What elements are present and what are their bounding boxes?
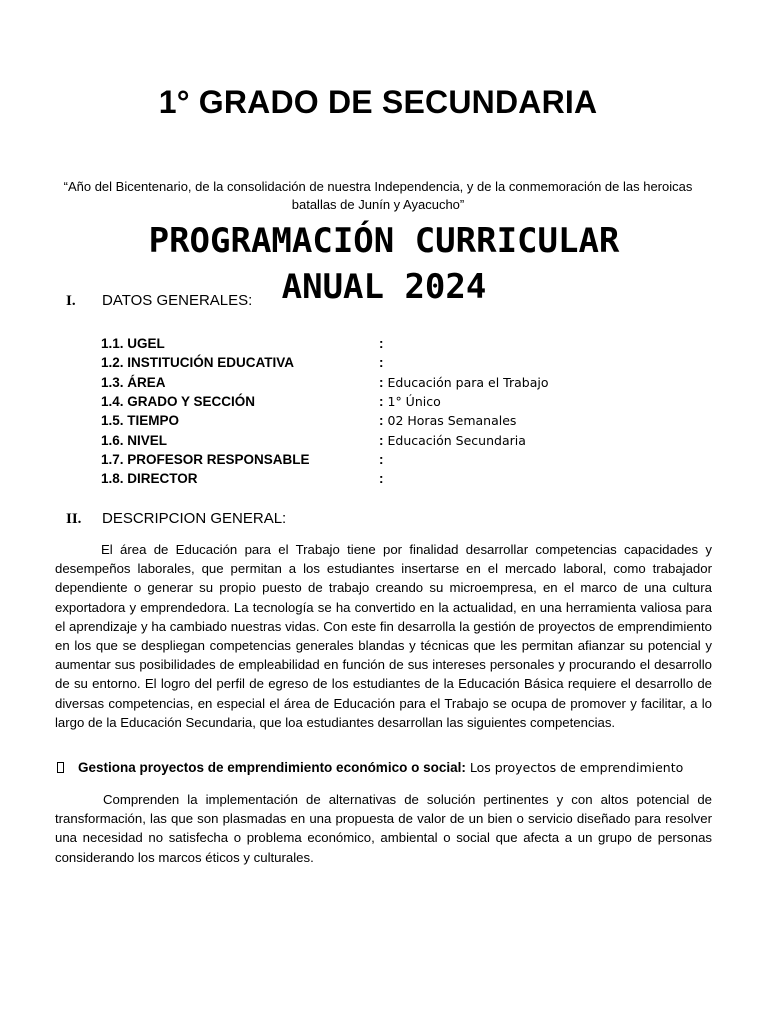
section-heading-text: DATOS GENERALES:: [102, 292, 253, 309]
year-motto: “Año del Bicentenario, de la consolidación de nuestra Independencia, y de la conmemoración de las heroicas batallas de Junín y Ayacucho”: [63, 179, 693, 212]
section-heading-text: DESCRIPCION GENERAL:: [102, 510, 287, 527]
data-row-ugel: [101, 334, 701, 353]
data-label: 1.8. DIRECTOR: [101, 471, 198, 487]
section-numeral: II.: [66, 511, 82, 527]
data-row-area: [101, 373, 701, 392]
data-label: 1.3. ÁREA: [101, 374, 166, 390]
data-row-profesor: [101, 450, 701, 469]
general-data-list: [101, 334, 701, 488]
bullet-box-icon: [57, 762, 64, 773]
data-colon: :: [379, 451, 384, 467]
competency-paragraph: Comprenden la implementación de alternativas de solución pertinentes y con altos potencial de transformación, las que son plasmadas en una propuesta de valor de un bien o servicio diseñado para resolver una necesidad no satisfecha o problema económico, ambiental o social que afecta a un grupo de personas considerando los marcos éticos y culturales.: [55, 792, 712, 865]
data-value: 1° Único: [387, 394, 441, 410]
data-row-nivel: [101, 430, 701, 449]
section-heading-datos-generales: [66, 292, 252, 310]
document-title: PROGRAMACIÓN CURRICULAR: [148, 221, 620, 261]
data-label: 1.1. UGEL: [101, 336, 165, 352]
section-numeral: I.: [66, 293, 76, 309]
data-value: 02 Horas Semanales: [387, 413, 517, 429]
competency-item: [55, 760, 715, 775]
competency-description: Los proyectos de emprendimiento: [469, 760, 684, 775]
data-colon: :: [379, 374, 384, 390]
competency-name: Gestiona proyectos de emprendimiento económico o social:: [78, 760, 466, 775]
document-title-cut-line: ANUAL 2024: [281, 267, 487, 307]
data-value: Educación Secundaria: [387, 432, 526, 448]
data-label: 1.7. PROFESOR RESPONSABLE: [101, 451, 310, 467]
data-row-tiempo: [101, 411, 701, 430]
data-colon: :: [379, 355, 384, 371]
data-colon: :: [379, 394, 384, 410]
grade-title: 1° GRADO DE SECUNDARIA: [158, 84, 598, 120]
data-label: 1.6. NIVEL: [101, 432, 168, 448]
section-heading-descripcion-general: [66, 510, 286, 528]
data-colon: :: [379, 413, 384, 429]
data-label: 1.5. TIEMPO: [101, 413, 180, 429]
data-value: Educación para el Trabajo: [387, 374, 549, 390]
data-label: 1.2. INSTITUCIÓN EDUCATIVA: [101, 355, 295, 371]
data-row-director: [101, 469, 701, 488]
data-row-grado: [101, 392, 701, 411]
data-colon: :: [379, 432, 384, 448]
data-label: 1.4. GRADO Y SECCIÓN: [101, 394, 256, 410]
data-colon: :: [379, 471, 384, 487]
description-paragraph: El área de Educación para el Trabajo tiene por finalidad desarrollar competencias capacidades y desempeños laborales, que permitan a los estudiantes insertarse en el mercado laboral, como trabajador dependiente o generar su propio puesto de trabajo creando su microempresa, en el marco de una cultura exportadora y emprendedora. La tecnología se ha convertido en la actualidad, en una herramienta valiosa para el aprendizaje y ha cambiado nuestras vidas. Con este fin desarrolla la gestión de proyectos de emprendimiento en los que se despliegan competencias generales blandas y técnicas que les permitan afianzar su potencial y aumentar sus posibilidades de empleabilidad en función de sus intereses personales y procurando el desarrollo de su entorno. El logro del perfil de egreso de los estudiantes de la Educación Básica requiere el desarrollo de diversas competencias, en especial el área de Educación para el Trabajo se ocupa de promover y facilitar, a lo largo de la Educación Secundaria, que loa estudiantes desarrollan las siguientes competencias.: [55, 542, 712, 730]
data-row-institucion: [101, 353, 701, 372]
data-colon: :: [379, 336, 384, 352]
